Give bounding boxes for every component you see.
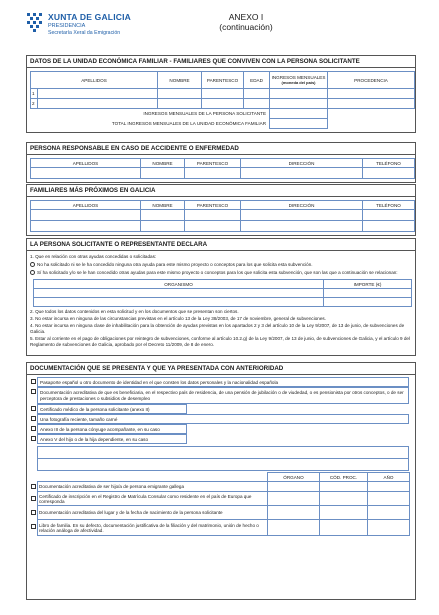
accident-section <box>26 142 416 183</box>
family-table <box>30 71 415 129</box>
doc-item: Una fotografía reciente, tamaño carné <box>27 414 415 424</box>
doc-checkbox[interactable] <box>31 406 36 411</box>
col-nombre: NOMBRE <box>158 72 202 89</box>
doc-checkbox[interactable] <box>31 426 36 431</box>
doc-checkbox[interactable] <box>31 510 36 515</box>
relatives-table <box>30 200 415 232</box>
relatives-section-title: FAMILIARES MÁS PRÓXIMOS EN GALICIA <box>27 185 415 197</box>
doc-item: Anexo V del hijo o de la hija dependiente, en su caso <box>27 434 415 444</box>
input-ingresos-1[interactable] <box>270 89 328 99</box>
accident-table <box>30 158 415 179</box>
input-apellidos-2[interactable] <box>38 99 158 109</box>
anexo-subtitle: (continuación) <box>219 22 273 32</box>
total-unidad-label: TOTAL INGRESOS MENSUALES DE LA UNIDAD ECONÓMICA FAMILIAR <box>111 121 267 126</box>
input-parentesco[interactable] <box>185 168 241 179</box>
col-ingresos: INGRESOS MENSUALES (moneda del país) <box>270 72 328 89</box>
accident-section-title: PERSONA RESPONSABLE EN CASO DE ACCIDENTE O ENFERMEDAD <box>27 143 415 155</box>
family-section <box>26 55 416 133</box>
doc-item: Certificado médico de la persona solicitante (anexo II) <box>27 404 415 414</box>
input-parentesco-1[interactable] <box>202 89 244 99</box>
col-importe: IMPORTE (€) <box>324 280 412 289</box>
radio-no-icon[interactable] <box>30 262 35 267</box>
declaration-item-4: 4. No estar incursa en ninguna clase de inhabilitación para la obtención de ayudas previstas en los apartados 2 y 3 del artículo 10 de la Ley 9/2007, de 13 de junio, de subvenciones de Galicia. <box>30 323 405 334</box>
input-importe-2[interactable] <box>324 298 412 307</box>
doc-checkbox[interactable] <box>31 484 36 489</box>
other-aids-table <box>33 279 412 307</box>
input-procedencia-1[interactable] <box>328 89 415 99</box>
doc-checkbox[interactable] <box>31 416 36 421</box>
doc-checkbox[interactable] <box>31 389 36 394</box>
input-total-unidad[interactable] <box>270 119 328 129</box>
anexo-heading <box>196 12 296 32</box>
input-nombre-2[interactable] <box>158 99 202 109</box>
col-direccion: DIRECCIÓN <box>241 201 363 210</box>
col-cod-proc: CÓD. PROC. <box>320 473 368 482</box>
col-apellidos: APELLIDOS <box>31 72 158 89</box>
row-number: 1 <box>31 89 38 99</box>
input-nombre-1[interactable] <box>158 89 202 99</box>
col-telefono: TELÉFONO <box>363 201 415 210</box>
total-solicitante-label: INGRESOS MENSUALES DE LA PERSONA SOLICITANTE <box>31 109 270 119</box>
input-apellidos-2[interactable] <box>31 221 141 232</box>
doc-blank-rows <box>37 446 409 471</box>
col-parentesco: PARENTESCO <box>185 159 241 168</box>
doc-prev-item: Documentación acreditativa del lugar y de la fecha de nacimiento de la persona solicitante <box>38 506 268 520</box>
declaration-item-3: 3. No estar incursa en ninguna de las circunstancias previstas en el artículo 13 de la Ley 38/2003, de 17 de noviembre, general de subvenciones. <box>30 316 326 321</box>
input-nombre-2[interactable] <box>141 221 185 232</box>
input-parentesco-1[interactable] <box>185 210 241 221</box>
input-edad-1[interactable] <box>244 89 270 99</box>
input-organismo-1[interactable] <box>34 289 324 298</box>
doc-spacer <box>27 444 415 472</box>
input-organismo-2[interactable] <box>34 298 324 307</box>
doc-prev-item: Certificado de inscripción en el Registro de Matrícula Consular como residente en el país de Europa que corresponda <box>38 492 268 506</box>
col-organo: ÓRGANO <box>268 473 320 482</box>
declaration-option-no: No ha solicitado ni se le ha concedido ninguna otra ayuda para este mismo proyecto o conceptos para los que solicita esta subvención. <box>27 262 415 268</box>
documents-section-title: DOCUMENTACIÓN QUE SE PRESENTA Y QUE YA PRESENTADA CON ANTERIORIDAD <box>27 363 415 375</box>
declaration-section-title: LA PERSONA SOLICITANTE O REPRESENTANTE DECLARA <box>27 239 415 251</box>
xunta-logo <box>26 10 146 52</box>
col-apellidos: APELLIDOS <box>31 159 141 168</box>
row-number: 2 <box>31 99 38 109</box>
col-ano: AÑO <box>368 473 410 482</box>
input-direccion[interactable] <box>241 168 363 179</box>
doc-checkbox[interactable] <box>31 436 36 441</box>
docs-previously-presented <box>27 472 415 552</box>
doc-checkbox[interactable] <box>31 496 36 501</box>
input-apellidos[interactable] <box>31 168 141 179</box>
col-edad: EDAD <box>244 72 270 89</box>
col-apellidos: APELLIDOS <box>31 201 141 210</box>
doc-checkbox[interactable] <box>31 379 36 384</box>
input-procedencia-2[interactable] <box>328 99 415 109</box>
input-edad-2[interactable] <box>244 99 270 109</box>
logo-title: XUNTA DE GALICIA <box>48 12 132 22</box>
col-direccion: DIRECCIÓN <box>241 159 363 168</box>
doc-item: Documentación acreditativa de que es beneficiaria, en el respectivo país de residencia, de una pensión de jubilación o de viudedad, o es pensionista por otros conceptos, o de ser perceptora de prestaciones o subsidios de desempleo <box>27 387 415 404</box>
input-importe-1[interactable] <box>324 289 412 298</box>
input-parentesco-2[interactable] <box>202 99 244 109</box>
input-total-solicitante[interactable] <box>270 109 328 119</box>
col-nombre: NOMBRE <box>141 201 185 210</box>
doc-item: Anexo III de la persona cónyuge acompañante, en su caso <box>27 424 415 434</box>
doc-checkbox[interactable] <box>31 524 36 529</box>
input-telefono-1[interactable] <box>363 210 415 221</box>
family-section-title: DATOS DE LA UNIDAD ECONÓMICA FAMILIAR - FAMILIARES QUE CONVIVEN CON LA PERSONA SOLICITANTE <box>27 56 415 68</box>
input-parentesco-2[interactable] <box>185 221 241 232</box>
xunta-emblem-icon <box>26 12 44 34</box>
col-parentesco: PARENTESCO <box>185 201 241 210</box>
input-ingresos-2[interactable] <box>270 99 328 109</box>
col-procedencia: PROCEDENCIA <box>328 72 415 89</box>
input-direccion-2[interactable] <box>241 221 363 232</box>
input-apellidos-1[interactable] <box>38 89 158 99</box>
col-organismo: ORGANISMO <box>34 280 324 289</box>
doc-prev-item: Libro de familia. En su defecto, documentación justificativa de la filiación y del matrimonio, unión de hecho o relación análoga de afectividad. <box>38 520 268 536</box>
input-nombre-1[interactable] <box>141 210 185 221</box>
logo-secretariat: Secretaría Xeral da Emigración <box>48 30 121 36</box>
declaration-item-2: 2. Que todos los datos contenidos en esta solicitud y en los documentos que se presentan son ciertos. <box>30 309 239 314</box>
anexo-title: ANEXO I <box>228 12 264 22</box>
input-nombre[interactable] <box>141 168 185 179</box>
relatives-section <box>26 184 416 236</box>
declaration-section <box>26 238 416 356</box>
declaration-option-si: Sí ha solicitado y/o se le han concedido otras ayudas para este mismo proyecto o conceptos para los que solicita esta subvención, que son las que a continuación se relacionan: <box>27 270 415 276</box>
document-header <box>26 10 416 52</box>
documents-section <box>26 362 416 600</box>
declaration-item-1: 1. Que en relación con otras ayudas concedidas o solicitadas: <box>30 254 157 259</box>
input-telefono-2[interactable] <box>363 221 415 232</box>
input-telefono[interactable] <box>363 168 415 179</box>
col-telefono: TELÉFONO <box>363 159 415 168</box>
input-direccion-1[interactable] <box>241 210 363 221</box>
radio-si-icon[interactable] <box>30 270 35 275</box>
logo-department: PRESIDENCIA <box>48 23 86 29</box>
docs-previous-table <box>37 472 410 536</box>
input-apellidos-1[interactable] <box>31 210 141 221</box>
col-nombre: NOMBRE <box>141 159 185 168</box>
doc-prev-item: Documentación acreditativa de ser hijo/a de persona emigrante gallega <box>38 482 268 492</box>
doc-item: Pasaporte español u otro documento de identidad en el que consten los datos personales y la nacionalidad española <box>27 377 415 387</box>
declaration-item-5: 5. Estar al corriente en el pago de obligaciones por reintegro de subvenciones, conforme al artículo 10.2.g) de la Ley 9/2007, de 13 de junio, de subvenciones de Galicia, y el artículo 9 del Reglamento de subvenciones de Galicia, aprobado por el Decreto 11/2009, de 8 de enero. <box>30 336 410 347</box>
col-parentesco: PARENTESCO <box>202 72 244 89</box>
